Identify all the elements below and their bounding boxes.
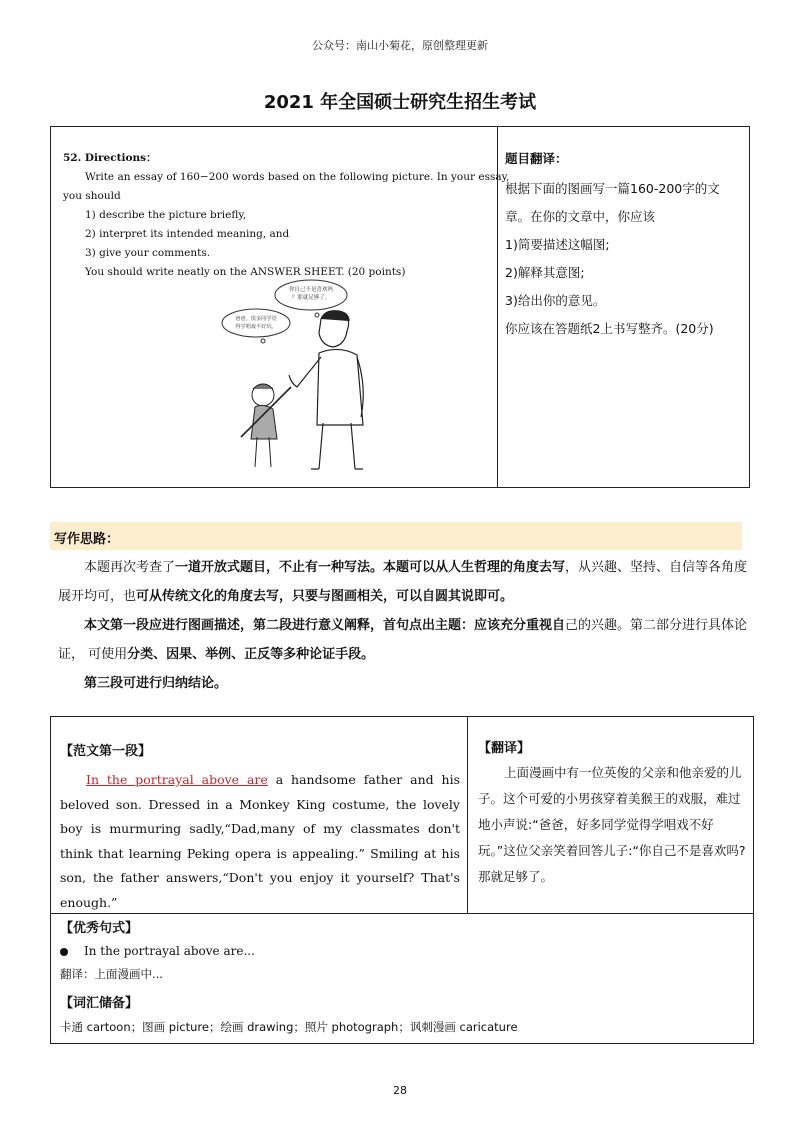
ideas-paragraph-2: 本文第一段应进行图画描述，第二段进行意义阐释，首句点出主题：应该充分重视自己的兴趣。第二部分进行具体论证， 可使用分类、因果、举例、正反等多种论证手段。 [58,618,748,662]
cartoon-illustration [171,277,421,477]
translation-line: 1)简要描述这幅图; [505,237,610,252]
directions-line: You should write neatly on the ANSWER SHEET. (20 points) [85,266,406,278]
bullet-icon [60,948,68,956]
sentence-heading: 【优秀句式】 [60,921,139,936]
son-speech-line-2: 得学唱戏不好玩。 [235,324,277,330]
sentence-item: In the portrayal above are... [60,944,255,958]
page-number: 28 [393,1084,407,1097]
ideas-highlight-bar [50,522,742,550]
sentence-translation: 翻译：上面漫画中... [60,967,163,981]
translation-line: 2)解释其意图; [505,265,585,280]
vocab-line: 卡通 cartoon；图画 picture；绘画 drawing；照片 photograph；讽刺漫画 caricature [60,1020,518,1034]
sample-text: a handsome father and his beloved son. Dressed in a Monkey King costume, the lovely boy is murmuring sadly,“Dad,many of my classmates don't think that learning Peking opera is appealing.” Smiling at his son, the father answers,“Don't you enjoy it yourself? That's enough.” [60,772,460,910]
translation-line: 你应该在答题纸2上书写整齐。(20分) [505,321,714,336]
translation-line: 章。在你的文章中，你应该 [505,209,656,224]
highlight-phrase: In the portrayal above are [86,772,268,787]
ideas-paragraph-1: 本题再次考查了一道开放式题目，不止有一种写法。本题可以从人生哲理的角度去写，从兴趣、坚持、自信等各角度展开均可，也可从传统文化的角度去写，只要与图画相关，可以自圆其说即可。 [58,560,748,604]
directions-text [63,149,510,282]
header-note: 公众号：南山小菊花，原创整理更新 [312,39,488,52]
translation-line: 3)给出你的意见。 [505,293,606,308]
translation-line: 根据下面的图画写一篇160-200字的文 [505,181,720,196]
column-divider [467,717,468,913]
vocab-heading: 【词汇储备】 [60,996,139,1011]
directions-line: you should [63,190,121,202]
translation2-heading: 【翻译】 [478,741,531,756]
directions-line: 2) interpret its intended meaning, and [85,228,290,240]
directions-line: 3) give your comments. [85,247,211,259]
father-speech-line-2: ？那就足够了。 [291,295,331,301]
son-speech-line-1: 爸爸，很多同学觉 [235,316,277,322]
ideas-paragraph-3: 第三段可进行归纳结论。 [84,676,228,691]
directions-heading: 52. Directions： [63,152,157,164]
son-figure [241,384,291,467]
question-translation [505,149,745,343]
question-box [50,126,750,488]
ideas-title: 写作思路： [54,532,120,547]
directions-line: Write an essay of 160−200 words based on the following picture. In your essay, [85,171,510,183]
sample-heading: 【范文第一段】 [60,744,152,759]
translation2-text: 上面漫画中有一位英俊的父亲和他亲爱的儿子。这个可爱的小男孩穿着美猴王的戏服，难过地小声说:“爸爸，好多同学觉得学唱戏不好玩。”这位父亲笑着回答儿子:“你自己不是喜欢吗?那就足够了。 [478,765,746,884]
sample-paragraph [60,768,460,915]
translation-title: 题目翻译： [505,151,568,166]
page-title: 2021 年全国硕士研究生招生考试 [263,92,537,113]
writing-ideas [58,553,748,698]
directions-line: 1) describe the picture briefly, [85,209,247,221]
father-figure [289,311,363,469]
father-speech-line-1: 你自己不是喜欢吗 [288,287,334,293]
